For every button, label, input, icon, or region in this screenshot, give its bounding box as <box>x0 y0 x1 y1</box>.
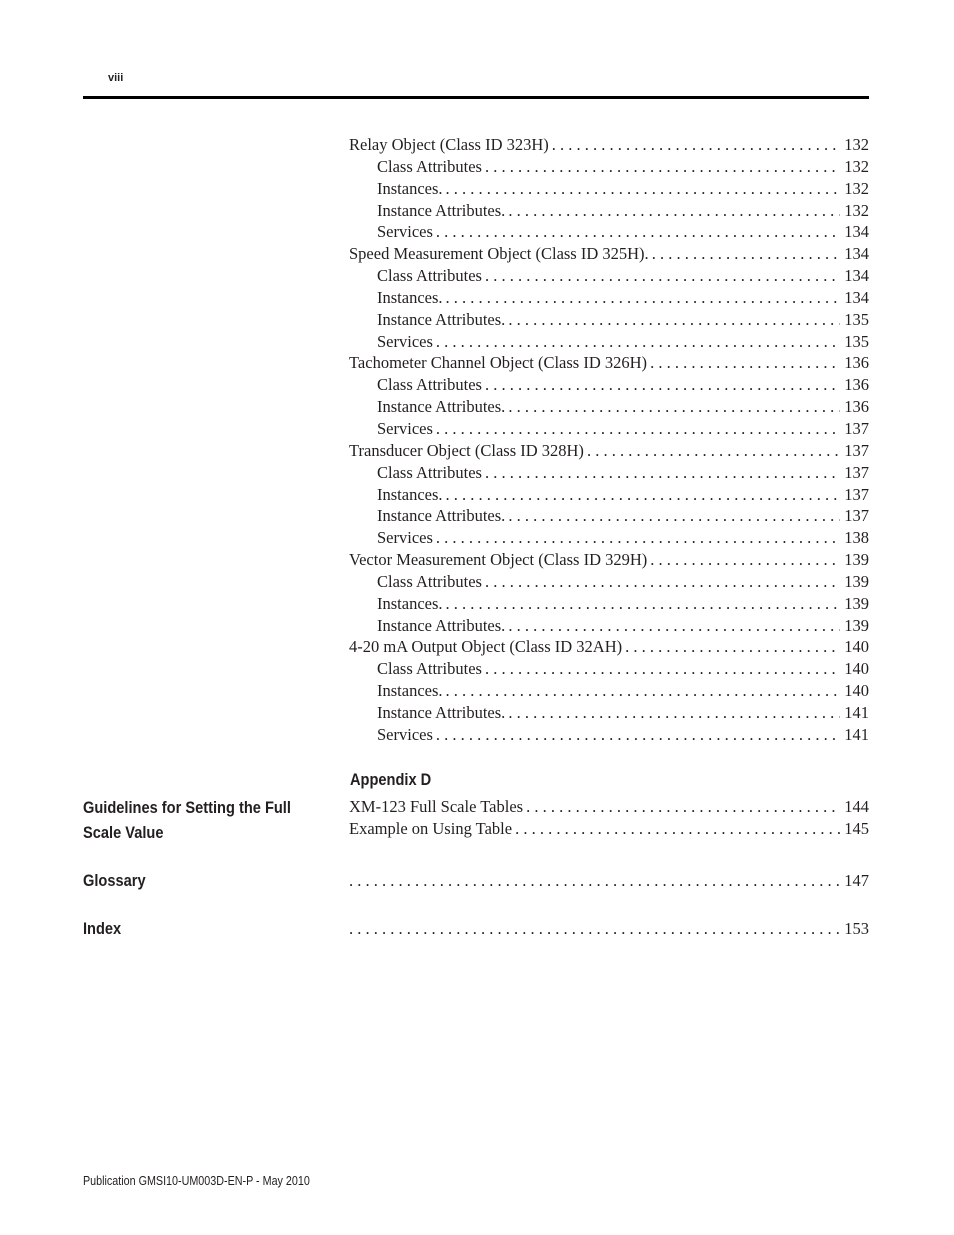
toc-entry-title: Example on Using Table <box>349 818 513 838</box>
glossary-heading[interactable]: Glossary <box>83 871 146 890</box>
toc-entry-page: 132 <box>844 178 869 198</box>
dot-leader <box>508 200 840 222</box>
toc-entry-title: Instances. <box>377 287 443 307</box>
publication-footer: Publication GMSI10-UM003D-EN-P - May 2010 <box>83 1174 310 1188</box>
toc-entry[interactable] <box>349 134 869 156</box>
toc-subentry[interactable] <box>349 156 869 178</box>
dot-leader <box>446 484 841 506</box>
toc-entry[interactable] <box>349 440 869 462</box>
toc-entry[interactable] <box>349 549 869 571</box>
toc-entry-title: 4-20 mA Output Object (Class ID 32AH) <box>349 637 623 657</box>
toc-entry-page: 140 <box>844 637 869 657</box>
toc-entry-title: Class Attributes <box>377 266 482 286</box>
toc-entry-page: 139 <box>844 615 869 635</box>
index-page: 153 <box>844 919 869 938</box>
toc-subentry[interactable] <box>349 265 869 287</box>
dot-leader <box>650 549 840 571</box>
toc-subentry[interactable] <box>349 680 869 702</box>
toc-entry-page: 140 <box>844 659 869 679</box>
toc-entry-title: Instance Attributes. <box>377 200 506 220</box>
dot-leader <box>508 615 840 637</box>
dot-leader <box>508 702 840 724</box>
dot-leader <box>485 658 840 680</box>
dot-leader <box>526 796 840 818</box>
toc-entry-page: 137 <box>844 506 869 526</box>
toc-entry-title: Instance Attributes. <box>377 397 506 417</box>
toc-entry[interactable] <box>349 796 869 818</box>
toc-subentry[interactable] <box>349 462 869 484</box>
toc-entry-title: Services <box>377 331 433 351</box>
dot-leader <box>446 287 841 309</box>
toc-entry[interactable] <box>349 818 869 840</box>
appendix-label: Appendix D <box>350 770 432 789</box>
index-entry[interactable] <box>349 918 869 940</box>
dot-leader <box>349 870 840 892</box>
toc-entry-title: Services <box>377 418 433 438</box>
toc-entry-title: Instances. <box>377 593 443 613</box>
toc-entry-title: Tachometer Channel Object (Class ID 326H) <box>349 353 648 373</box>
toc-entry-title: Instance Attributes. <box>377 615 506 635</box>
page-number: viii <box>108 72 124 84</box>
dot-leader <box>650 352 840 374</box>
dot-leader <box>508 309 840 331</box>
dot-leader <box>485 571 840 593</box>
toc-entry-page: 134 <box>844 266 869 286</box>
toc-entry-title: Instances. <box>377 681 443 701</box>
toc-entry-page: 138 <box>844 528 869 548</box>
toc-subentry[interactable] <box>349 702 869 724</box>
toc-subentry[interactable] <box>349 287 869 309</box>
toc-entry-page: 139 <box>844 550 869 570</box>
toc-entry-page: 134 <box>844 222 869 242</box>
appendix-title-line2: Scale Value <box>83 823 164 842</box>
toc-entry-title: Instance Attributes. <box>377 506 506 526</box>
toc-entry-page: 135 <box>844 309 869 329</box>
appendix-title[interactable] <box>83 795 291 845</box>
dot-leader <box>436 418 840 440</box>
toc-entries <box>349 134 869 746</box>
dot-leader <box>446 178 841 200</box>
toc-subentry[interactable] <box>349 724 869 746</box>
toc-entry[interactable] <box>349 636 869 658</box>
dot-leader <box>446 593 841 615</box>
toc-entry-page: 134 <box>844 244 869 264</box>
appendix-entries <box>349 796 869 840</box>
toc-entry-page: 144 <box>844 797 869 816</box>
toc-subentry[interactable] <box>349 505 869 527</box>
toc-entry-title: Speed Measurement Object (Class ID 325H). <box>349 244 649 264</box>
toc-subentry[interactable] <box>349 374 869 396</box>
toc-subentry[interactable] <box>349 221 869 243</box>
toc-entry-title: Services <box>377 724 433 744</box>
toc-entry-page: 132 <box>844 200 869 220</box>
toc-subentry[interactable] <box>349 658 869 680</box>
toc-subentry[interactable] <box>349 178 869 200</box>
dot-leader <box>625 636 840 658</box>
toc-entry-page: 139 <box>844 593 869 613</box>
index-heading[interactable]: Index <box>83 919 122 938</box>
dot-leader <box>436 331 840 353</box>
header-rule <box>83 96 869 99</box>
dot-leader <box>349 918 840 940</box>
toc-entry-page: 145 <box>844 818 869 838</box>
dot-leader <box>485 374 840 396</box>
glossary-entry[interactable] <box>349 870 869 892</box>
toc-entry-title: Instances. <box>377 178 443 198</box>
toc-entry-title: Relay Object (Class ID 323H) <box>349 135 549 154</box>
toc-entry[interactable] <box>349 243 869 265</box>
toc-entry-page: 136 <box>844 353 869 373</box>
toc-entry-title: Instances. <box>377 484 443 504</box>
dot-leader <box>552 134 840 156</box>
dot-leader <box>508 396 840 418</box>
toc-entry-page: 137 <box>844 484 869 504</box>
toc-entry-title: Class Attributes <box>377 462 482 482</box>
toc-entry-page: 136 <box>844 397 869 417</box>
toc-entry-title: Class Attributes <box>377 571 482 591</box>
toc-subentry[interactable] <box>349 593 869 615</box>
toc-entry-page: 137 <box>844 418 869 438</box>
toc-entry-page: 137 <box>844 462 869 482</box>
toc-subentry[interactable] <box>349 200 869 222</box>
toc-entry-page: 137 <box>844 440 869 460</box>
dot-leader <box>436 527 840 549</box>
toc-entry-title: Class Attributes <box>377 156 482 176</box>
toc-entry[interactable] <box>349 352 869 374</box>
toc-entry-page: 134 <box>844 287 869 307</box>
toc-entry-page: 132 <box>844 156 869 176</box>
toc-entry-title: Instance Attributes. <box>377 309 506 329</box>
toc-entry-title: Transducer Object (Class ID 328H) <box>349 440 584 460</box>
toc-entry-title: Class Attributes <box>377 375 482 395</box>
toc-entry-page: 140 <box>844 681 869 701</box>
toc-subentry[interactable] <box>349 615 869 637</box>
toc-entry-title: Services <box>377 222 433 242</box>
toc-entry-title: Class Attributes <box>377 659 482 679</box>
toc-subentry[interactable] <box>349 571 869 593</box>
dot-leader <box>446 680 841 702</box>
dot-leader <box>508 505 840 527</box>
toc-subentry[interactable] <box>349 309 869 331</box>
dot-leader <box>485 156 840 178</box>
dot-leader <box>485 265 840 287</box>
toc-subentry[interactable] <box>349 418 869 440</box>
toc-entry-page: 136 <box>844 375 869 395</box>
glossary-page: 147 <box>844 871 869 890</box>
toc-entry-page: 139 <box>844 571 869 591</box>
dot-leader <box>587 440 840 462</box>
dot-leader <box>515 818 840 840</box>
toc-entry-title: Services <box>377 528 433 548</box>
dot-leader <box>652 243 841 265</box>
dot-leader <box>436 724 840 746</box>
toc-entry-title: Vector Measurement Object (Class ID 329H) <box>349 550 648 570</box>
toc-entry-title: XM-123 Full Scale Tables <box>349 797 524 816</box>
toc-subentry[interactable] <box>349 484 869 506</box>
toc-entry-page: 141 <box>844 724 869 744</box>
dot-leader <box>485 462 840 484</box>
toc-entry-title: Instance Attributes. <box>377 702 506 722</box>
dot-leader <box>436 221 840 243</box>
toc-subentry[interactable] <box>349 331 869 353</box>
toc-subentry[interactable] <box>349 527 869 549</box>
toc-entry-page: 141 <box>844 702 869 722</box>
toc-entry-page: 135 <box>844 331 869 351</box>
toc-subentry[interactable] <box>349 396 869 418</box>
appendix-title-line1: Guidelines for Setting the Full <box>83 798 291 817</box>
toc-entry-page: 132 <box>844 135 869 154</box>
